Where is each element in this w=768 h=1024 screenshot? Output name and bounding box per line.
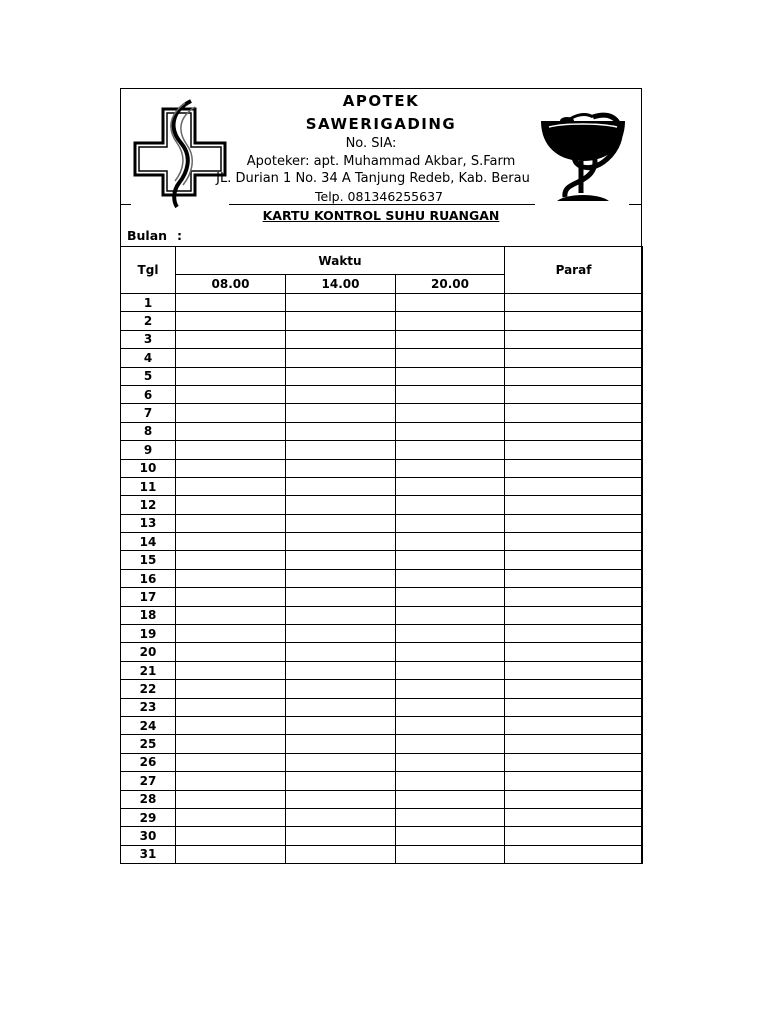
temp-1400-cell[interactable] <box>286 772 396 790</box>
temp-2000-cell[interactable] <box>396 698 505 716</box>
signature-cell[interactable] <box>505 735 643 753</box>
temp-0800-cell[interactable] <box>176 441 286 459</box>
signature-cell[interactable] <box>505 827 643 845</box>
temp-0800-cell[interactable] <box>176 698 286 716</box>
temp-0800-cell[interactable] <box>176 514 286 532</box>
card-title: KARTU KONTROL SUHU RUANGAN <box>262 208 500 223</box>
temp-2000-cell[interactable] <box>396 404 505 422</box>
day-cell: 24 <box>121 716 176 734</box>
temp-0800-cell[interactable] <box>176 790 286 808</box>
temp-0800-cell[interactable] <box>176 808 286 826</box>
table-row <box>121 312 643 330</box>
temp-0800-cell[interactable] <box>176 459 286 477</box>
temp-2000-cell[interactable] <box>396 716 505 734</box>
temp-2000-cell[interactable] <box>396 772 505 790</box>
temp-0800-cell[interactable] <box>176 827 286 845</box>
temp-1400-cell[interactable] <box>286 808 396 826</box>
temp-1400-cell[interactable] <box>286 827 396 845</box>
time-2000-header: 20.00 <box>396 275 505 294</box>
divider-center <box>229 204 535 205</box>
day-cell: 30 <box>121 827 176 845</box>
day-cell: 28 <box>121 790 176 808</box>
temp-1400-cell[interactable] <box>286 606 396 624</box>
signature-cell[interactable] <box>505 680 643 698</box>
table-row <box>121 845 643 863</box>
signature-cell[interactable] <box>505 385 643 403</box>
temp-2000-cell[interactable] <box>396 680 505 698</box>
temp-0800-cell[interactable] <box>176 496 286 514</box>
time-0800-header: 08.00 <box>176 275 286 294</box>
address: JL. Durian 1 No. 34 A Tanjung Redeb, Kab. Berau <box>216 171 530 186</box>
table-row <box>121 790 643 808</box>
signature-cell[interactable] <box>505 790 643 808</box>
temp-0800-cell[interactable] <box>176 716 286 734</box>
day-cell: 19 <box>121 625 176 643</box>
temp-1400-cell[interactable] <box>286 367 396 385</box>
day-cell: 14 <box>121 533 176 551</box>
temp-1400-cell[interactable] <box>286 496 396 514</box>
table-row <box>121 422 643 440</box>
temp-0800-cell[interactable] <box>176 735 286 753</box>
signature-cell[interactable] <box>505 551 643 569</box>
table-row <box>121 294 643 312</box>
temp-2000-cell[interactable] <box>396 422 505 440</box>
signature-cell[interactable] <box>505 606 643 624</box>
day-cell: 27 <box>121 772 176 790</box>
table-row <box>121 735 643 753</box>
temp-2000-cell[interactable] <box>396 625 505 643</box>
pharmacist-name: Apoteker: apt. Muhammad Akbar, S.Farm <box>246 154 516 169</box>
signature-cell[interactable] <box>505 294 643 312</box>
temp-1400-cell[interactable] <box>286 551 396 569</box>
day-cell: 21 <box>121 661 176 679</box>
temp-1400-cell[interactable] <box>286 312 396 330</box>
temp-1400-cell[interactable] <box>286 588 396 606</box>
temp-1400-cell[interactable] <box>286 294 396 312</box>
temperature-table <box>120 246 643 864</box>
signature-cell[interactable] <box>505 661 643 679</box>
sia-number: No. SIA: <box>345 136 397 151</box>
temp-1400-cell[interactable] <box>286 422 396 440</box>
table-row <box>121 533 643 551</box>
day-cell: 9 <box>121 441 176 459</box>
temp-0800-cell[interactable] <box>176 643 286 661</box>
day-cell: 18 <box>121 606 176 624</box>
day-cell: 22 <box>121 680 176 698</box>
day-cell: 25 <box>121 735 176 753</box>
temp-2000-cell[interactable] <box>396 753 505 771</box>
pharmacy-name-line2: SAWERIGADING <box>305 115 457 133</box>
temp-2000-cell[interactable] <box>396 643 505 661</box>
day-cell: 26 <box>121 753 176 771</box>
divider-left <box>121 204 131 205</box>
table-row <box>121 459 643 477</box>
temp-2000-cell[interactable] <box>396 312 505 330</box>
table-row <box>121 808 643 826</box>
temp-0800-cell[interactable] <box>176 404 286 422</box>
table-row <box>121 551 643 569</box>
temp-1400-cell[interactable] <box>286 459 396 477</box>
temp-2000-cell[interactable] <box>396 827 505 845</box>
day-cell: 6 <box>121 385 176 403</box>
temp-1400-cell[interactable] <box>286 845 396 863</box>
temp-2000-cell[interactable] <box>396 661 505 679</box>
temp-1400-cell[interactable] <box>286 790 396 808</box>
temp-0800-cell[interactable] <box>176 367 286 385</box>
day-cell: 11 <box>121 477 176 495</box>
signature-cell[interactable] <box>505 845 643 863</box>
signature-cell[interactable] <box>505 716 643 734</box>
signature-cell[interactable] <box>505 496 643 514</box>
day-cell: 4 <box>121 349 176 367</box>
temp-1400-cell[interactable] <box>286 643 396 661</box>
table-row <box>121 441 643 459</box>
signature-cell[interactable] <box>505 514 643 532</box>
day-cell: 31 <box>121 845 176 863</box>
temp-0800-cell[interactable] <box>176 845 286 863</box>
temp-2000-cell[interactable] <box>396 367 505 385</box>
day-cell: 7 <box>121 404 176 422</box>
temp-2000-cell[interactable] <box>396 533 505 551</box>
temp-2000-cell[interactable] <box>396 514 505 532</box>
table-row <box>121 606 643 624</box>
temp-1400-cell[interactable] <box>286 698 396 716</box>
signature-cell[interactable] <box>505 772 643 790</box>
temp-0800-cell[interactable] <box>176 477 286 495</box>
day-cell: 23 <box>121 698 176 716</box>
temp-2000-cell[interactable] <box>396 790 505 808</box>
signature-cell[interactable] <box>505 698 643 716</box>
pharmacy-name: APOTEK <box>342 92 420 110</box>
day-cell: 3 <box>121 330 176 348</box>
temp-1400-cell[interactable] <box>286 625 396 643</box>
temp-0800-cell[interactable] <box>176 661 286 679</box>
signature-cell[interactable] <box>505 330 643 348</box>
letterhead <box>121 89 641 205</box>
temp-1400-cell[interactable] <box>286 385 396 403</box>
temp-1400-cell[interactable] <box>286 753 396 771</box>
day-cell: 2 <box>121 312 176 330</box>
temp-0800-cell[interactable] <box>176 569 286 587</box>
table-row <box>121 367 643 385</box>
day-cell: 15 <box>121 551 176 569</box>
month-field <box>127 228 182 243</box>
temp-0800-cell[interactable] <box>176 533 286 551</box>
temp-1400-cell[interactable] <box>286 680 396 698</box>
temp-2000-cell[interactable] <box>396 551 505 569</box>
phone: Telp. 081346255637 <box>315 189 443 204</box>
signature-cell[interactable] <box>505 349 643 367</box>
temp-2000-cell[interactable] <box>396 735 505 753</box>
table-row <box>121 496 643 514</box>
table-row <box>121 753 643 771</box>
table-row <box>121 827 643 845</box>
table-row <box>121 330 643 348</box>
divider-right <box>629 204 641 205</box>
signature-cell[interactable] <box>505 441 643 459</box>
temp-1400-cell[interactable] <box>286 716 396 734</box>
date-header: Tgl <box>121 247 176 294</box>
temp-0800-cell[interactable] <box>176 588 286 606</box>
temp-2000-cell[interactable] <box>396 330 505 348</box>
temp-2000-cell[interactable] <box>396 459 505 477</box>
day-cell: 17 <box>121 588 176 606</box>
day-cell: 12 <box>121 496 176 514</box>
temp-1400-cell[interactable] <box>286 404 396 422</box>
signature-cell[interactable] <box>505 533 643 551</box>
temp-1400-cell[interactable] <box>286 349 396 367</box>
temp-2000-cell[interactable] <box>396 808 505 826</box>
temp-1400-cell[interactable] <box>286 569 396 587</box>
signature-cell[interactable] <box>505 459 643 477</box>
table-row <box>121 588 643 606</box>
table-row <box>121 643 643 661</box>
temp-2000-cell[interactable] <box>396 606 505 624</box>
temp-0800-cell[interactable] <box>176 349 286 367</box>
temp-0800-cell[interactable] <box>176 753 286 771</box>
signature-cell[interactable] <box>505 404 643 422</box>
signature-cell[interactable] <box>505 588 643 606</box>
day-cell: 10 <box>121 459 176 477</box>
temp-0800-cell[interactable] <box>176 772 286 790</box>
time-1400-header: 14.00 <box>286 275 396 294</box>
day-cell: 8 <box>121 422 176 440</box>
temp-2000-cell[interactable] <box>396 588 505 606</box>
signature-cell[interactable] <box>505 643 643 661</box>
table-row <box>121 349 643 367</box>
month-separator: : <box>177 228 183 243</box>
month-label: Bulan <box>127 228 168 243</box>
temp-1400-cell[interactable] <box>286 330 396 348</box>
temp-0800-cell[interactable] <box>176 625 286 643</box>
table-row <box>121 625 643 643</box>
temp-0800-cell[interactable] <box>176 551 286 569</box>
signature-cell[interactable] <box>505 808 643 826</box>
table-row <box>121 385 643 403</box>
signature-cell[interactable] <box>505 569 643 587</box>
temp-1400-cell[interactable] <box>286 477 396 495</box>
temp-0800-cell[interactable] <box>176 680 286 698</box>
day-cell: 5 <box>121 367 176 385</box>
temp-2000-cell[interactable] <box>396 845 505 863</box>
temp-2000-cell[interactable] <box>396 569 505 587</box>
table-row <box>121 569 643 587</box>
signature-cell[interactable] <box>505 753 643 771</box>
table-row <box>121 404 643 422</box>
temp-1400-cell[interactable] <box>286 441 396 459</box>
time-header: Waktu <box>176 247 505 275</box>
day-cell: 13 <box>121 514 176 532</box>
temp-2000-cell[interactable] <box>396 294 505 312</box>
table-row <box>121 680 643 698</box>
signature-cell[interactable] <box>505 477 643 495</box>
temp-1400-cell[interactable] <box>286 735 396 753</box>
signature-cell[interactable] <box>505 312 643 330</box>
temp-2000-cell[interactable] <box>396 477 505 495</box>
temp-1400-cell[interactable] <box>286 514 396 532</box>
temp-0800-cell[interactable] <box>176 330 286 348</box>
signature-cell[interactable] <box>505 625 643 643</box>
day-cell: 16 <box>121 569 176 587</box>
day-cell: 1 <box>121 294 176 312</box>
table-row <box>121 661 643 679</box>
temp-0800-cell[interactable] <box>176 422 286 440</box>
day-cell: 29 <box>121 808 176 826</box>
signature-cell[interactable] <box>505 367 643 385</box>
temp-2000-cell[interactable] <box>396 349 505 367</box>
temp-0800-cell[interactable] <box>176 294 286 312</box>
day-cell: 20 <box>121 643 176 661</box>
temperature-control-card <box>120 88 642 864</box>
table-row <box>121 514 643 532</box>
signature-header: Paraf <box>505 247 643 294</box>
temp-2000-cell[interactable] <box>396 385 505 403</box>
temp-1400-cell[interactable] <box>286 661 396 679</box>
temp-0800-cell[interactable] <box>176 385 286 403</box>
table-row <box>121 716 643 734</box>
table-row <box>121 477 643 495</box>
table-row <box>121 772 643 790</box>
table-row <box>121 698 643 716</box>
temp-0800-cell[interactable] <box>176 606 286 624</box>
signature-cell[interactable] <box>505 422 643 440</box>
temp-0800-cell[interactable] <box>176 312 286 330</box>
temp-1400-cell[interactable] <box>286 533 396 551</box>
temp-2000-cell[interactable] <box>396 441 505 459</box>
temp-2000-cell[interactable] <box>396 496 505 514</box>
